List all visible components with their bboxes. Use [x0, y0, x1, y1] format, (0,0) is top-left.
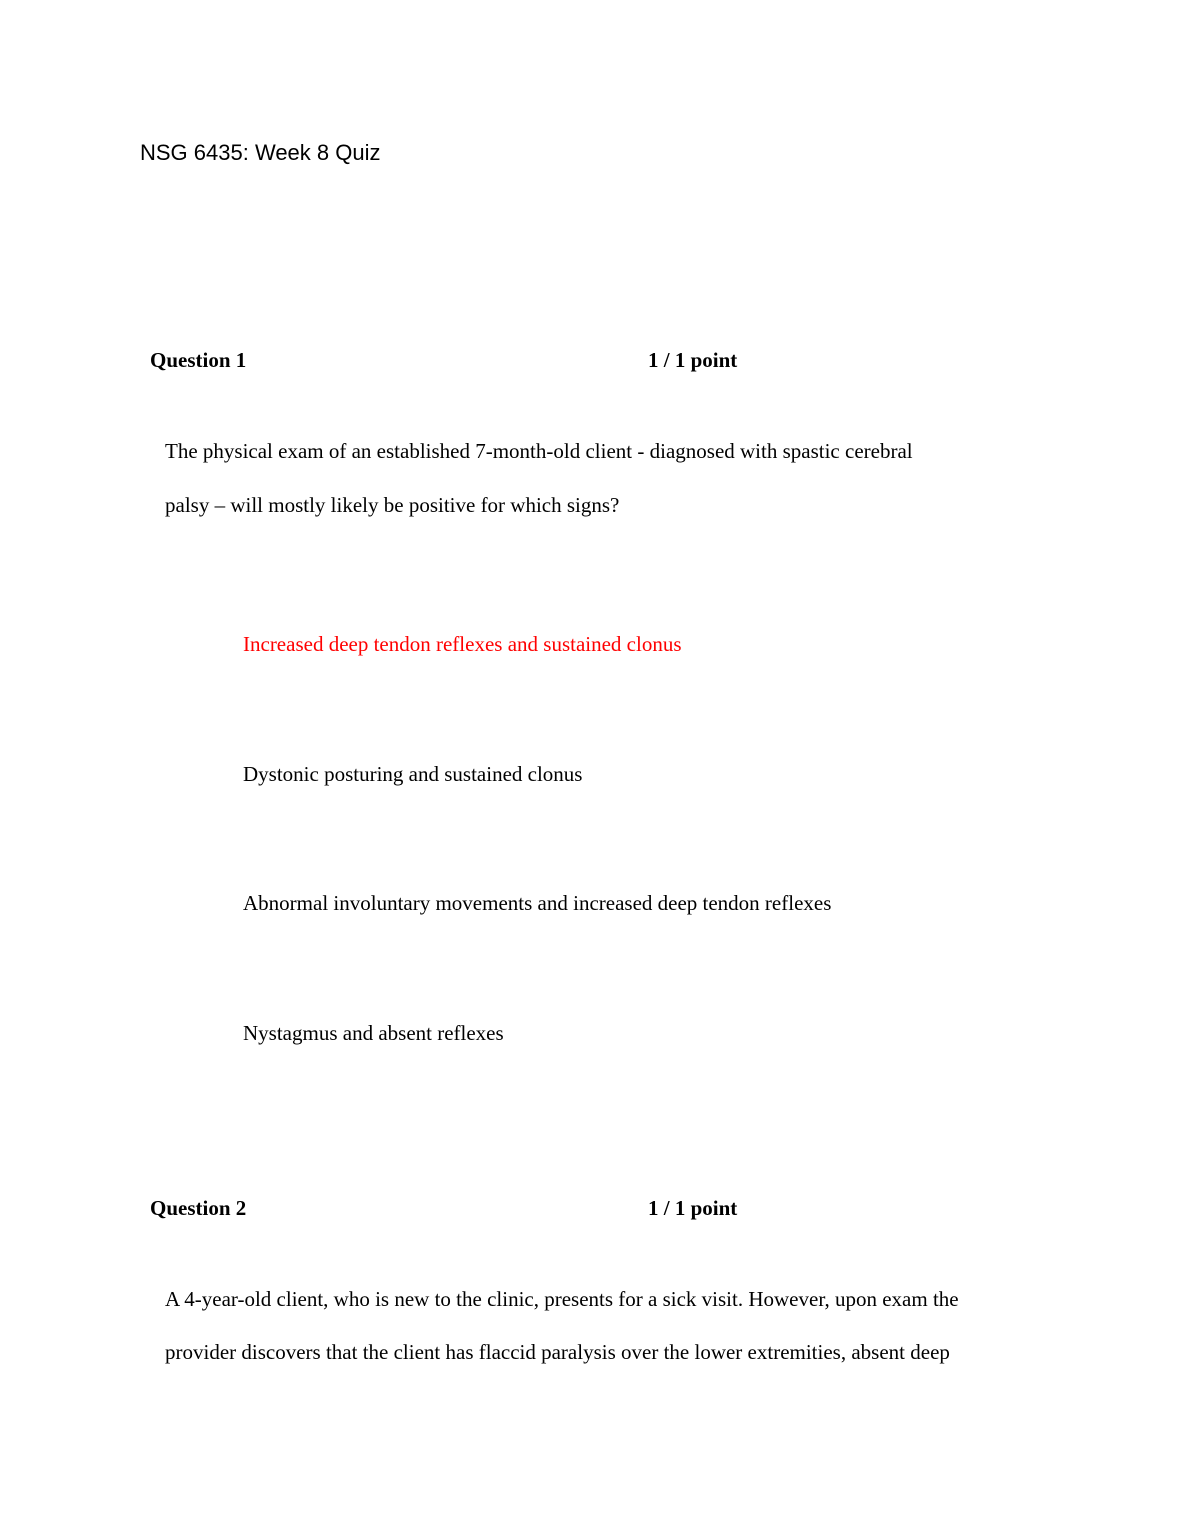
question-1-option-1-correct-answer: Increased deep tendon reflexes and sustained clonus	[243, 632, 682, 656]
question-1-text-line-1: The physical exam of an established 7-month-old client - diagnosed with spastic cerebral	[165, 439, 913, 463]
question-1-text-line-2: palsy – will mostly likely be positive for which signs?	[165, 493, 620, 517]
question-2-text-line-1: A 4-year-old client, who is new to the clinic, presents for a sick visit. However, upon exam the	[165, 1287, 959, 1311]
question-1-option-4: Nystagmus and absent reflexes	[243, 1021, 504, 1045]
question-1-option-3: Abnormal involuntary movements and increased deep tendon reflexes	[243, 891, 832, 915]
question-1-option-2: Dystonic posturing and sustained clonus	[243, 762, 583, 786]
document-title: NSG 6435: Week 8 Quiz	[140, 140, 381, 165]
question-2-points: 1 / 1 point	[648, 1196, 738, 1220]
question-1-label: Question 1	[150, 348, 247, 372]
question-2-text-line-2: provider discovers that the client has flaccid paralysis over the lower extremities, absent deep	[165, 1340, 950, 1364]
question-1-points: 1 / 1 point	[648, 348, 738, 372]
question-2-label: Question 2	[150, 1196, 247, 1220]
